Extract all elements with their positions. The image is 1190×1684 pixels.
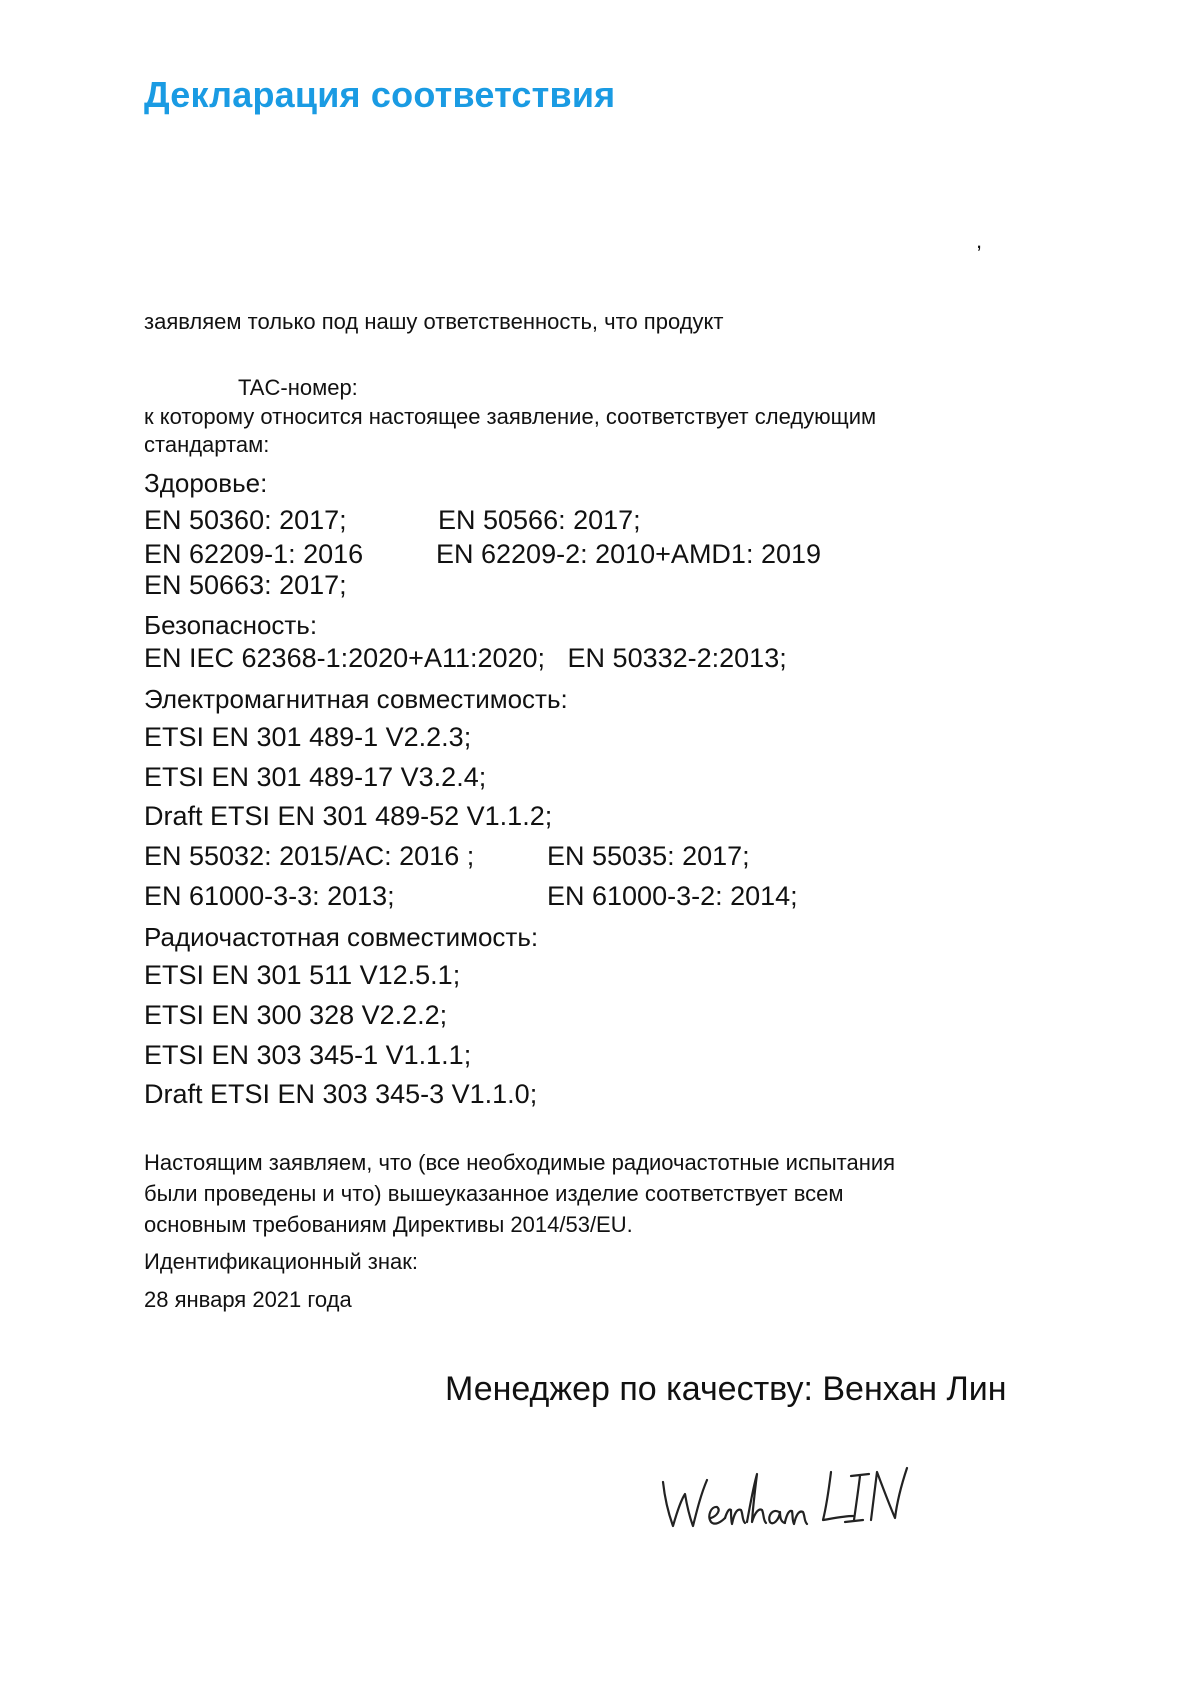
emc-standard: ETSI EN 301 489-1 V2.2.3; [144, 722, 472, 752]
declaration-date: 28 января 2021 года [144, 1287, 352, 1312]
declaration-line-2: были проведены и что) вышеуказанное изделие соответствует всем [144, 1181, 844, 1206]
health-standard: EN 62209-2: 2010+AMD1: 2019 [436, 539, 822, 569]
conformity-line-2: стандартам: [144, 432, 270, 457]
conformity-line-1: к которому относится настоящее заявление, соответствует следующим [144, 404, 877, 429]
trailing-comma: , [976, 228, 983, 253]
radio-standard: Draft ETSI EN 303 345-3 V1.1.0; [144, 1079, 538, 1109]
identification-mark-label: Идентификационный знак: [144, 1249, 418, 1274]
radio-standard: ETSI EN 303 345-1 V1.1.1; [144, 1040, 472, 1070]
emc-standard: Draft ETSI EN 301 489-52 V1.1.2; [144, 801, 553, 831]
declaration-line-1: Настоящим заявляем, что (все необходимые радиочастотные испытания [144, 1150, 896, 1175]
safety-standards: EN IEC 62368-1:2020+A11:2020; EN 50332-2:2013; [144, 643, 787, 673]
emc-heading: Электромагнитная совместимость: [144, 684, 568, 714]
declaration-line-3: основным требованиям Директивы 2014/53/EU. [144, 1212, 633, 1237]
health-standard: EN 62209-1: 2016 [144, 539, 364, 569]
health-heading: Здоровье: [144, 468, 268, 498]
signature-image [655, 1460, 915, 1540]
emc-standard: ETSI EN 301 489-17 V3.2.4; [144, 762, 487, 792]
radio-standard: ETSI EN 301 511 V12.5.1; [144, 960, 461, 990]
radio-heading: Радиочастотная совместимость: [144, 922, 539, 952]
emc-standard: EN 55032: 2015/AC: 2016 ; [144, 841, 475, 871]
emc-standard: EN 61000-3-2: 2014; [547, 881, 798, 911]
safety-heading: Безопасность: [144, 610, 318, 640]
health-standard: EN 50360: 2017; [144, 505, 347, 535]
health-standard: EN 50566: 2017; [438, 505, 641, 535]
tac-label: TAC-номер: [238, 375, 358, 400]
emc-standard: EN 55035: 2017; [547, 841, 750, 871]
health-standard: EN 50663: 2017; [144, 570, 347, 600]
intro-text: заявляем только под нашу ответственность, что продукт [144, 309, 724, 334]
document-title: Декларация соответствия [144, 74, 616, 115]
radio-standard: ETSI EN 300 328 V2.2.2; [144, 1000, 448, 1030]
emc-standard: EN 61000-3-3: 2013; [144, 881, 395, 911]
quality-manager: Менеджер по качеству: Венхан Лин [445, 1370, 1007, 1408]
